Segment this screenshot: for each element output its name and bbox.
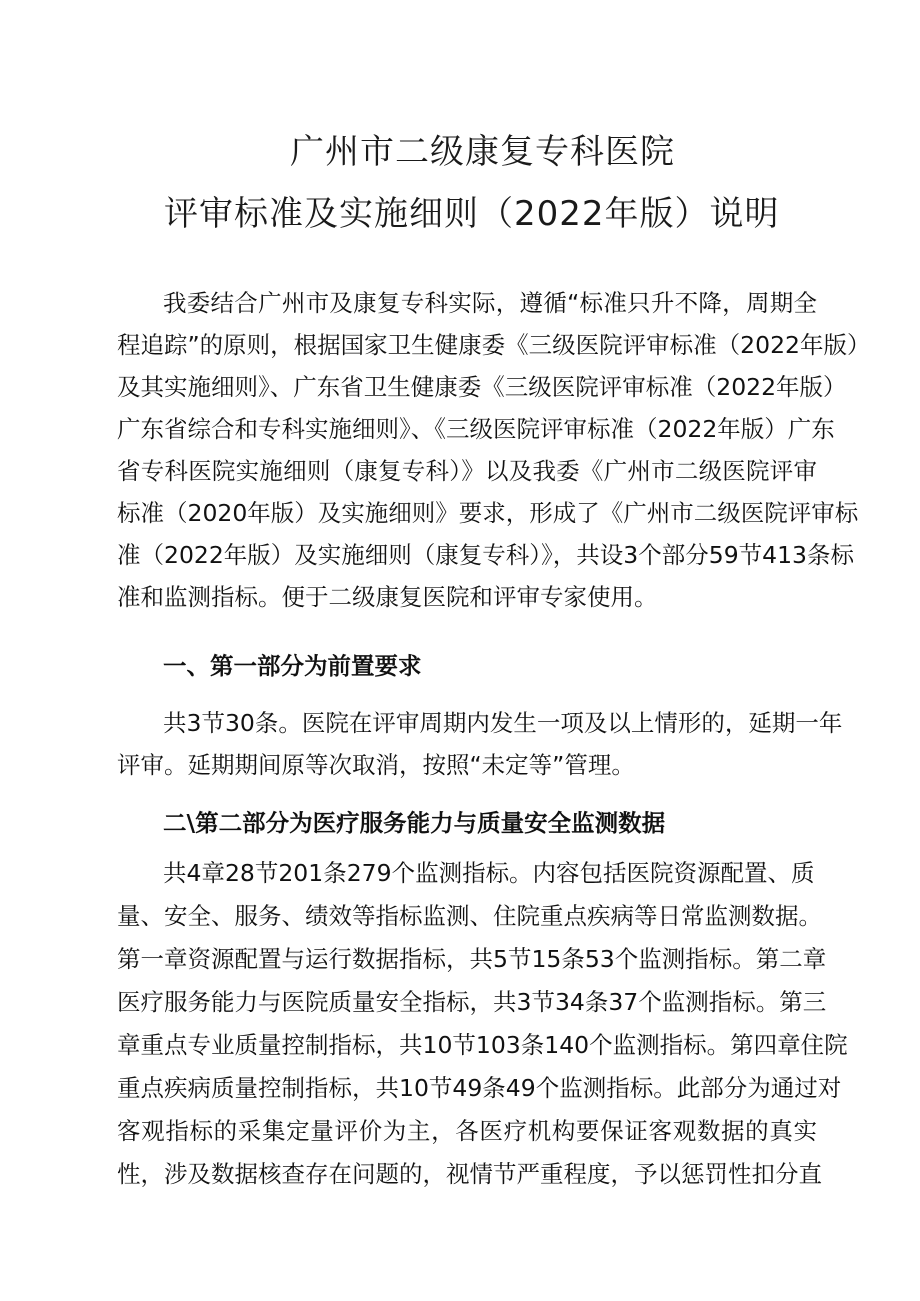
section-2-line-2: 量、安全、服务、绩效等指标监测、住院重点疾病等日常监测数据。 [117,902,822,930]
document-title-line-2: 评审标准及实施细则（2022年版）说明 [164,194,780,234]
intro-line-4: 广东省综合和专科实施细则》、《三级医院评审标准（2022年版）广东 [117,415,835,443]
section-1-heading: 一、第一部分为前置要求 [163,652,422,680]
section-2-line-7: 客观指标的采集定量评价为主，各医疗机构要保证客观数据的真实 [117,1117,817,1145]
section-2-heading: 二\第二部分为医疗服务能力与质量安全监测数据 [163,809,666,837]
intro-line-1: 我委结合广州市及康复专科实际，遵循“标准只升不降，周期全 [163,289,817,317]
intro-line-2: 程追踪”的原则，根据国家卫生健康委《三级医院评审标准（2022年版） [117,331,871,359]
section-1-line-2: 评审。延期期间原等次取消，按照“未定等”管理。 [117,751,635,779]
document-title-line-1: 广州市二级康复专科医院 [290,132,675,172]
section-2-line-5: 章重点专业质量控制指标，共10节103条140个监测指标。第四章住院 [117,1031,848,1059]
section-2-line-3: 第一章资源配置与运行数据指标，共5节15条53个监测指标。第二章 [117,945,827,973]
section-2-line-6: 重点疾病质量控制指标，共10节49条49个监测指标。此部分为通过对 [117,1074,842,1102]
intro-line-8: 准和监测指标。便于二级康复医院和评审专家使用。 [117,583,658,611]
section-2-line-1: 共4章28节201条279个监测指标。内容包括医院资源配置、质 [163,859,815,887]
intro-line-5: 省专科医院实施细则（康复专科）》以及我委《广州市二级医院评审 [117,457,817,485]
intro-line-3: 及其实施细则》、广东省卫生健康委《三级医院评审标准（2022年版） [117,373,847,401]
section-1-line-1: 共3节30条。医院在评审周期内发生一项及以上情形的，延期一年 [163,709,843,737]
intro-line-6: 标准（2020年版）及实施细则》要求，形成了《广州市二级医院评审标 [117,499,859,527]
intro-line-7: 准（2022年版）及实施细则（康复专科）》，共设3个部分59节413条标 [117,541,855,569]
section-2-line-8: 性，涉及数据核查存在问题的，视情节严重程度，予以惩罚性扣分直 [117,1160,822,1188]
section-2-line-4: 医疗服务能力与医院质量安全指标，共3节34条37个监测指标。第三 [117,988,827,1016]
